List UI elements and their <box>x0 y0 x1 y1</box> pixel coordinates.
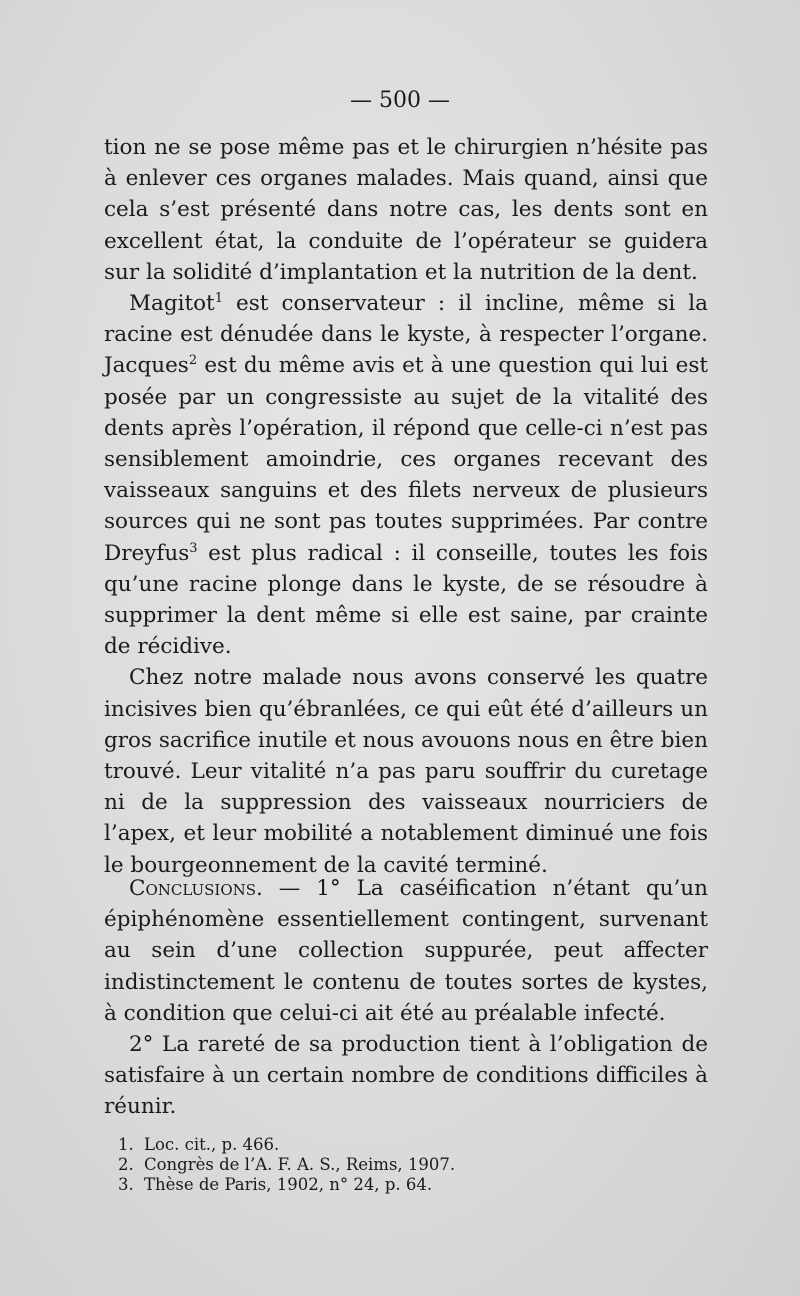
main-text <box>104 132 708 881</box>
footnote-3-number: 3. <box>118 1175 134 1194</box>
footnote-2 <box>118 1155 678 1175</box>
paragraph-2-part-2: est conservateur : il incline, même si la racine est dénudée dans le kyste, à respecter l’organe. Jacques <box>104 291 708 379</box>
footnote-2-text: Congrès de l’A. F. A. S., Reims, 1907. <box>144 1155 456 1174</box>
footnote-1-text: Loc. cit., p. 466. <box>144 1135 280 1154</box>
paragraph-2-part-3: est du même avis et à une question qui lui est posée par un congressiste au sujet de la vitalité des dents après l’opération, il répond que celle-ci n’est pas sensiblement amoindrie, ces organes recevant des vaisseaux sanguins et des filets nerveux de plusieurs sources qui ne sont pas toutes supprimées. Par contre Dreyfus <box>104 353 708 566</box>
paragraph-2 <box>104 288 708 662</box>
footnote-1-number: 1. <box>118 1135 134 1154</box>
footnote-3 <box>118 1175 678 1195</box>
footnote-ref-1: 1 <box>214 291 223 307</box>
footnote-ref-2: 2 <box>188 353 198 369</box>
footnotes <box>118 1135 678 1195</box>
conclusion-2: 2° La rareté de sa production tient à l’obligation de satisfaire à un certain nombre de conditions difficiles à réunir. <box>104 1032 708 1120</box>
paragraph-2-part-1: Magitot <box>129 291 215 317</box>
conclusions-heading: Conclusions. <box>129 876 263 901</box>
paragraph-1: tion ne se pose même pas et le chirurgien n’hésite pas à enlever ces organes malades. Mais quand, ainsi que cela s’est présenté dans notre cas, les dents sont en excellent état, la conduite de l’opérateur se guidera sur la solidité d’implantation et la nutrition de la dent. <box>104 135 708 285</box>
paragraph-2-part-4: est plus radical : il conseille, toutes les fois qu’une racine plonge dans le kyste, de se résoudre à supprimer la dent même si elle est saine, par crainte de récidive. <box>104 540 708 660</box>
conclusion-1-text: — 1° La caséification n’étant qu’un épiphénomène essentiellement contingent, survenant au sein d’une collection suppurée, peut affecter indistinctement le contenu de toutes sortes de kystes, à condition que celui-ci ait été au préalable infecté. <box>104 876 708 1026</box>
footnote-2-number: 2. <box>118 1155 134 1174</box>
footnote-3-text: Thèse de Paris, 1902, n° 24, p. 64. <box>144 1175 433 1194</box>
paragraph-3: Chez notre malade nous avons conservé les quatre incisives bien qu’ébranlées, ce qui eût été d’ailleurs un gros sacrifice inutile et nous avouons nous en être bien trouvé. Leur vitalité n’a pas paru souffrir du curetage ni de la suppression des vaisseaux nourriciers de l’apex, et leur mobilité a notablement diminué une fois le bourgeonnement de la cavité terminé. <box>104 665 708 878</box>
conclusion-1 <box>104 873 708 1029</box>
conclusions-section <box>104 873 708 1123</box>
footnote-ref-3: 3 <box>189 540 198 556</box>
page-number: — 500 — <box>350 88 450 113</box>
footnote-1 <box>118 1135 678 1155</box>
